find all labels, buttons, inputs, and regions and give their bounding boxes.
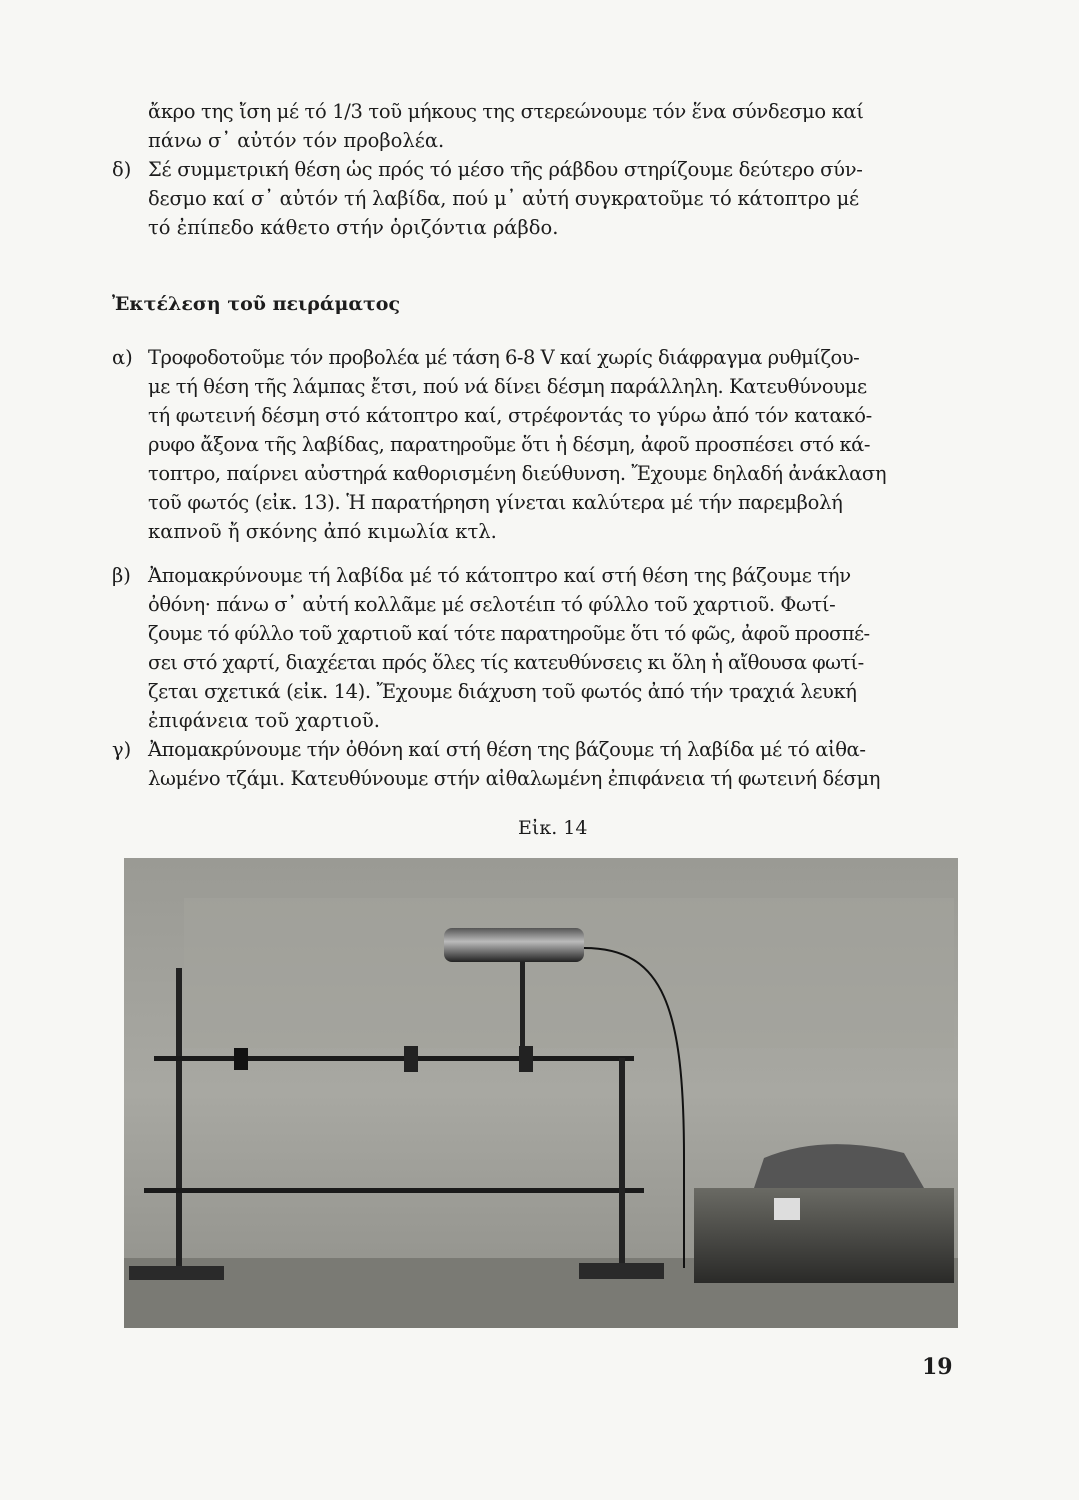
text-line: ζεται σχετικά (εἰκ. 14). Ἔχουμε διάχυση τοῦ φωτός ἀπό τήν τραχιά λευκή: [148, 680, 857, 703]
text-line: σει στό χαρτί, διαχέεται πρός ὅλες τίς κατευθύνσεις κι ὅλη ἡ αἴθουσα φωτί-: [148, 651, 864, 674]
lower-horizontal-rod: [144, 1188, 644, 1193]
text-line: με τή θέση τῆς λάμπας ἔτσι, πού νά δίνει δέσμη παράλληλη. Κατευθύνουμε: [148, 375, 867, 398]
projector-support-rod: [520, 958, 525, 1058]
text-line: πάνω σ᾽ αὐτόν τόν προβολέα.: [148, 129, 445, 152]
text-line: λωμένο τζάμι. Κατευθύνουμε στήν αἰθαλωμένη ἐπιφάνεια τή φωτεινή δέσμη: [148, 767, 881, 790]
text-line: ἐπιφάνεια τοῦ χαρτιοῦ.: [148, 709, 380, 732]
upper-horizontal-rod: [154, 1056, 634, 1061]
text-line: ρυφο ἄξονα τῆς λαβίδας, παρατηροῦμε ὅτι ἡ δέσμη, ἀφοῦ προσπέσει στό κά-: [148, 433, 870, 456]
page-number: 19: [922, 1354, 953, 1380]
step-c-label: γ): [112, 738, 132, 761]
step-d-label: δ): [112, 158, 132, 181]
left-stand-base: [129, 1266, 224, 1280]
power-supply-meter: [774, 1198, 800, 1220]
step-c-paragraph: [148, 735, 944, 793]
step-a-label: α): [112, 346, 133, 369]
text-line: ζουμε τό φύλλο τοῦ χαρτιοῦ καί τότε παρατηροῦμε ὅτι τό φῶς, ἀφοῦ προσπέ-: [148, 622, 870, 645]
text-line: τή φωτεινή δέσμη στό κάτοπτρο καί, στρέφοντάς το γύρω ἀπό τόν κατακό-: [148, 404, 872, 427]
power-supply-base: [694, 1188, 954, 1283]
text-line: τό ἐπίπεδο κάθετο στήν ὁριζόντια ράβδο.: [148, 216, 559, 239]
step-d-paragraph: [148, 155, 944, 242]
step-a-paragraph: [148, 343, 944, 546]
wall-panel: [184, 898, 954, 1048]
text-line: Ἀπομακρύνουμε τή λαβίδα μέ τό κάτοπτρο καί στή θέση της βάζουμε τήν: [148, 564, 851, 587]
intro-paragraph: [148, 97, 944, 155]
text-line: Τροφοδοτοῦμε τόν προβολέα μέ τάση 6-8 V καί χωρίς διάφραγμα ρυθμίζου-: [148, 346, 860, 369]
text-line: τοπτρο, παίρνει αὐστηρά καθορισμένη διεύθυνση. Ἔχουμε δηλαδή ἀνάκλαση: [148, 462, 887, 485]
text-line: ὀθόνη· πάνω σ᾽ αὐτή κολλᾶμε μέ σελοτέιπ τό φύλλο τοῦ χαρτιοῦ. Φωτί-: [148, 593, 836, 616]
left-stand-rod: [176, 968, 182, 1278]
right-stand-base: [579, 1263, 664, 1279]
text-line: Σέ συμμετρική θέση ὡς πρός τό μέσο τῆς ράβδου στηρίζουμε δεύτερο σύν-: [148, 158, 863, 181]
rod-clamp: [234, 1048, 248, 1070]
text-line: Ἀπομακρύνουμε τήν ὀθόνη καί στή θέση της βάζουμε τή λαβίδα μέ τό αἰθα-: [148, 738, 866, 761]
experiment-apparatus-photo: [124, 858, 958, 1328]
step-b-label: β): [112, 564, 131, 587]
right-stand-rod: [619, 1058, 625, 1273]
text-line: ἄκρο της ἴση μέ τό 1/3 τοῦ μήκους της στερεώνουμε τόν ἕνα σύνδεσμο καί: [148, 100, 864, 123]
projector-body: [444, 928, 584, 962]
text-line: καπνοῦ ἤ σκόνης ἀπό κιμωλία κτλ.: [148, 520, 497, 543]
text-line: δεσμο καί σ᾽ αὐτόν τή λαβίδα, πού μ᾽ αὐτή συγκρατοῦμε τό κάτοπτρο μέ: [148, 187, 859, 210]
text-line: τοῦ φωτός (εἰκ. 13). Ἡ παρατήρηση γίνεται καλύτερα μέ τήν παρεμβολή: [148, 491, 843, 514]
rod-clamp: [404, 1046, 418, 1072]
figure-caption: Εἰκ. 14: [518, 817, 588, 839]
section-heading: Ἐκτέλεση τοῦ πειράματος: [112, 293, 401, 315]
step-b-paragraph: [148, 561, 944, 735]
